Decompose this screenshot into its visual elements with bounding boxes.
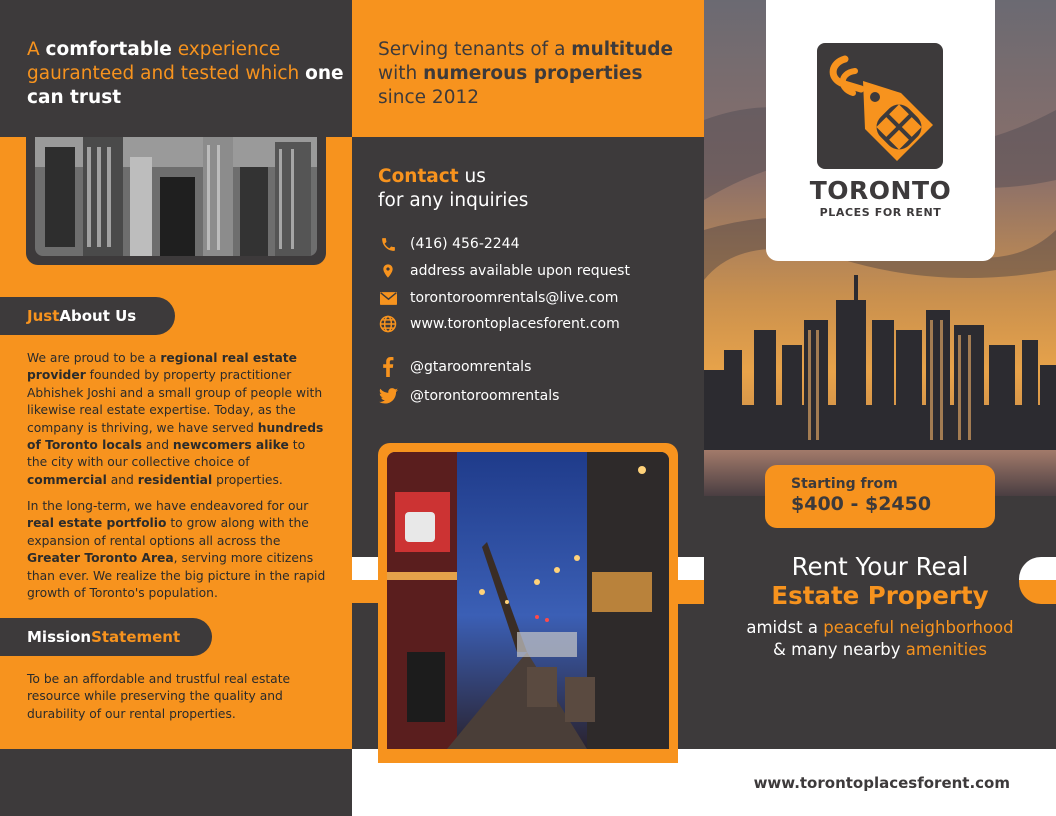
price-tag-logo-icon bbox=[817, 43, 943, 169]
contact-email[interactable] bbox=[378, 288, 618, 308]
street-night-photo bbox=[387, 452, 669, 749]
twitter-icon bbox=[378, 386, 398, 406]
contact-phone[interactable] bbox=[378, 234, 520, 254]
contact-address bbox=[378, 261, 630, 281]
location-pin-icon bbox=[378, 261, 398, 281]
envelope-icon bbox=[378, 288, 398, 308]
facebook-icon bbox=[378, 357, 398, 377]
logo-wordmark: TORONTO bbox=[809, 176, 952, 205]
globe-icon bbox=[378, 314, 398, 334]
contact-heading: Contact us for any inquiries bbox=[378, 166, 529, 211]
contact-facebook[interactable] bbox=[378, 357, 531, 377]
phone-icon bbox=[378, 234, 398, 254]
fold-tab-right bbox=[1019, 557, 1056, 604]
mission-paragraph: To be an affordable and trustful real estate resource while preserving the quality and durability of our rental properties. bbox=[27, 672, 291, 721]
contact-address-text: address available upon request bbox=[410, 263, 630, 279]
footer-website-link[interactable]: www.torontoplacesforent.com bbox=[753, 774, 1010, 792]
about-paragraph-2: In the long-term, we have endeavored for our real estate portfolio to grow along with the expansion of rental options all across the Greater Toronto Area, serving more citizens than ever. We realize the big picture in the rapid growth of Toronto's population. bbox=[27, 499, 326, 601]
rent-subheadline: amidst a peaceful neighborhood & many nearby amenities bbox=[746, 618, 1014, 659]
fold-tab-left-accent bbox=[352, 580, 378, 603]
panel2-headline: Serving tenants of a multitude with numerous properties since 2012 bbox=[378, 39, 674, 108]
contact-twitter-text: @torontoroomrentals bbox=[410, 388, 560, 404]
contact-facebook-text: @gtaroomrentals bbox=[410, 359, 532, 375]
contact-twitter[interactable] bbox=[378, 386, 559, 406]
logo-tagline: PLACES FOR RENT bbox=[819, 206, 942, 219]
contact-website[interactable] bbox=[378, 314, 620, 334]
about-us-heading: Just About Us bbox=[0, 297, 175, 335]
rent-headline-line2: Estate Property bbox=[771, 581, 989, 610]
contact-website-text: www.torontoplacesforent.com bbox=[410, 316, 620, 332]
price-label: Starting from bbox=[791, 476, 898, 492]
panel1-headline: A comfortable experience gauranteed and tested which one can trust bbox=[27, 39, 344, 108]
contact-phone-text: (416) 456-2244 bbox=[410, 236, 520, 252]
about-paragraph-1: We are proud to be a regional real estate provider founded by property practitioner Abhishek Joshi and a small group of people with likewise real estate expertise. Today, as the company is thriving, we have served hundreds of Toronto locals and newcomers alike to the city with our collective choice of commercial and residential properties. bbox=[27, 351, 324, 487]
city-aerial-photo bbox=[35, 137, 317, 256]
rent-headline-line1: Rent Your Real bbox=[791, 552, 969, 581]
price-range: $400 - $2450 bbox=[791, 493, 932, 515]
mission-statement-heading: Mission Statement bbox=[0, 618, 212, 656]
panel1-footer-band bbox=[0, 749, 352, 816]
contact-email-text: torontoroomrentals@live.com bbox=[410, 290, 619, 306]
fold-tab-left-light bbox=[352, 557, 378, 580]
